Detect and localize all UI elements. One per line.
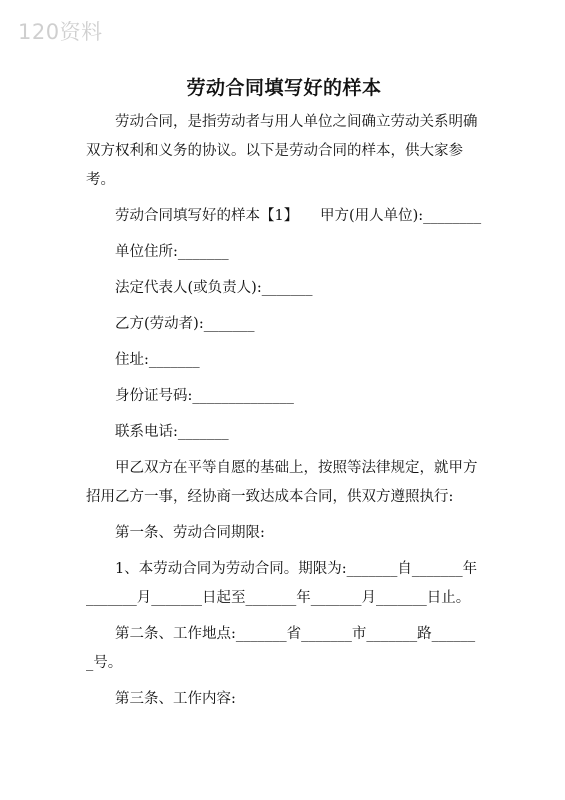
field-id-number: 身份证号码:______________ — [115, 388, 294, 404]
article-3-heading: 第三条、工作内容: — [115, 691, 236, 707]
field-phone: 联系电话:_______ — [115, 424, 229, 440]
watermark-logo: 120资料 — [18, 20, 103, 44]
paragraph-sample-heading: 劳动合同填写好的样本【1】 甲方(用人单位):________ — [115, 208, 482, 224]
field-legal-representative: 法定代表人(或负责人):_______ — [115, 280, 313, 296]
document-page — [86, 74, 482, 714]
field-address: 住址:_______ — [115, 352, 200, 368]
paragraph-intro: 劳动合同，是指劳动者与用人单位之间确立劳动关系明确双方权利和义务的协议。以下是劳动合同的样本，供大家参考。 — [86, 114, 478, 188]
field-party-b: 乙方(劳动者):_______ — [115, 316, 255, 332]
document-title: 劳动合同填写好的样本 — [186, 77, 382, 99]
article-1-term: 1、本劳动合同为劳动合同。期限为:_______自_______年_______月_______日起至_______年_______月_______日止。 — [86, 561, 478, 606]
field-unit-address: 单位住所:_______ — [115, 244, 229, 260]
article-1-heading: 第一条、劳动合同期限: — [115, 525, 265, 541]
article-2-location: 第二条、工作地点:_______省_______市_______路_______号。 — [86, 626, 476, 671]
paragraph-agreement: 甲乙双方在平等自愿的基础上，按照等法律规定，就甲方招用乙方一事，经协商一致达成本合同，供双方遵照执行: — [86, 460, 478, 505]
